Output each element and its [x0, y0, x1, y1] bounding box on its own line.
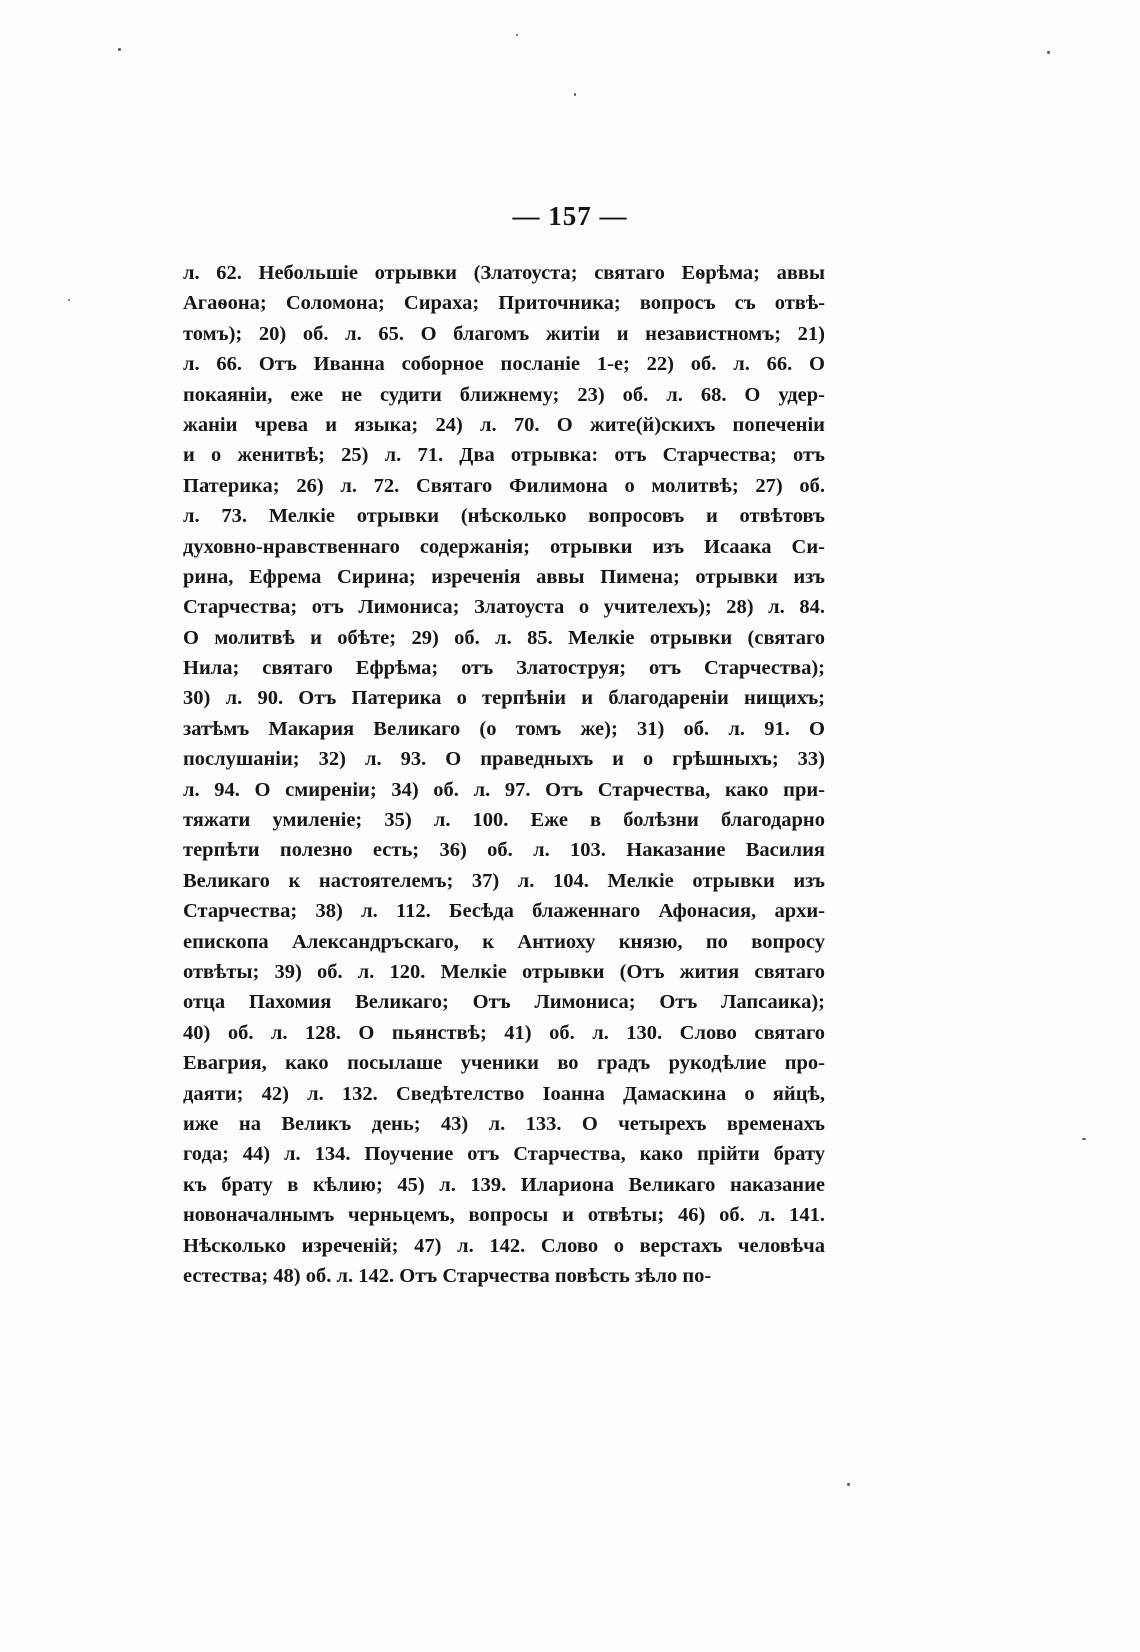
- page-number: — 157 —: [512, 201, 628, 231]
- text-line: томъ); 20) об. л. 65. О благомъ житіи и независтномъ; 21): [183, 322, 825, 345]
- text-line: 30) л. 90. Отъ Патерика о терпѣніи и благодареніи нищихъ;: [183, 687, 825, 710]
- text-line: отвѣты; 39) об. л. 120. Мелкіе отрывки (Отъ жития святаго: [183, 960, 825, 983]
- text-line: покаяніи, еже не судити ближнему; 23) об. л. 68. О удер-: [183, 383, 825, 406]
- text-line: тяжати умиленіе; 35) л. 100. Еже в болѣзни благодарно: [183, 809, 825, 832]
- text-line: естества; 48) об. л. 142. Отъ Старчества повѣсть зѣло по-: [183, 1264, 712, 1287]
- text-line: жаніи чрева и языка; 24) л. 70. О жите(й)скихъ попеченіи: [183, 413, 825, 436]
- text-line: новоначалнымъ черньцемъ, вопросы и отвѣты; 46) об. л. 141.: [183, 1204, 825, 1227]
- scan-speck: [1047, 51, 1050, 54]
- text-line: 40) об. л. 128. О пьянствѣ; 41) об. л. 130. Слово святаго: [183, 1021, 825, 1044]
- text-line: отца Пахомия Великаго; Отъ Лимониса; Отъ Лапсаика);: [183, 991, 825, 1014]
- text-line: даяти; 42) л. 132. Сведѣтелство Іоанна Дамаскина о яйцѣ,: [183, 1082, 825, 1105]
- scan-speck: [847, 1483, 850, 1486]
- text-line: Патерика; 26) л. 72. Святаго Филимона о молитвѣ; 27) об.: [183, 474, 825, 497]
- body-text: [183, 258, 825, 1291]
- text-line: л. 62. Небольшіе отрывки (Златоуста; святаго Еѳрѣма; аввы: [183, 262, 825, 284]
- scan-speck: [68, 299, 70, 301]
- text-line: терпѣти полезно есть; 36) об. л. 103. Наказание Василия: [183, 839, 825, 862]
- text-line: Старчества; отъ Лимониса; Златоуста о учителехъ); 28) л. 84.: [183, 596, 825, 619]
- text-line: л. 73. Мелкіе отрывки (нѣсколько вопросовъ и отвѣтовъ: [183, 505, 825, 528]
- text-line: затѣмъ Макария Великаго (о томъ же); 31) об. л. 91. О: [183, 717, 825, 740]
- text-line: Нила; святаго Ефрѣма; отъ Златоструя; отъ Старчества);: [183, 657, 825, 680]
- text-line: рина, Ефрема Сирина; изреченія аввы Пимена; отрывки изъ: [183, 565, 825, 588]
- text-line: иже на Великъ день; 43) л. 133. О четырехъ временахъ: [183, 1112, 825, 1135]
- text-line: духовно-нравственнаго содержанія; отрывки изъ Исаака Си-: [183, 535, 825, 558]
- text-line: епископа Александръскаго, к Антиоху князю, по вопросу: [183, 930, 825, 953]
- text-line: Нѣсколько изреченій; 47) л. 142. Слово о верстахъ человѣча: [183, 1234, 825, 1257]
- text-line: года; 44) л. 134. Поучение отъ Старчества, како прійти брату: [183, 1143, 825, 1166]
- text-line: Великаго к настоятелемъ; 37) л. 104. Мелкіе отрывки изъ: [183, 869, 825, 892]
- text-line: послушаніи; 32) л. 93. О праведныхъ и о грѣшныхъ; 33): [183, 748, 825, 771]
- scan-speck: [516, 34, 518, 36]
- text-line: и о женитвѣ; 25) л. 71. Два отрывка: отъ Старчества; отъ: [183, 444, 825, 467]
- text-line: къ брату в кѣлию; 45) л. 139. Илариона Великаго наказание: [183, 1173, 825, 1196]
- scan-speck: [1082, 1138, 1086, 1140]
- scan-speck: [118, 48, 121, 51]
- text-line: О молитвѣ и обѣте; 29) об. л. 85. Мелкіе отрывки (святаго: [183, 626, 825, 649]
- text-line: л. 66. Отъ Иванна соборное посланіе 1-е; 22) об. л. 66. О: [183, 353, 825, 376]
- scan-speck: [574, 93, 576, 96]
- text-line: л. 94. О смиреніи; 34) об. л. 97. Отъ Старчества, како при-: [183, 778, 825, 801]
- text-line: Евагрия, како посылаше ученики во градъ рукодѣлие про-: [183, 1052, 825, 1075]
- text-line: Агаѳона; Соломона; Сираха; Приточника; вопросъ съ отвѣ-: [183, 292, 825, 315]
- text-line: Старчества; 38) л. 112. Бесѣда блаженнаго Афонасия, архи-: [183, 900, 825, 923]
